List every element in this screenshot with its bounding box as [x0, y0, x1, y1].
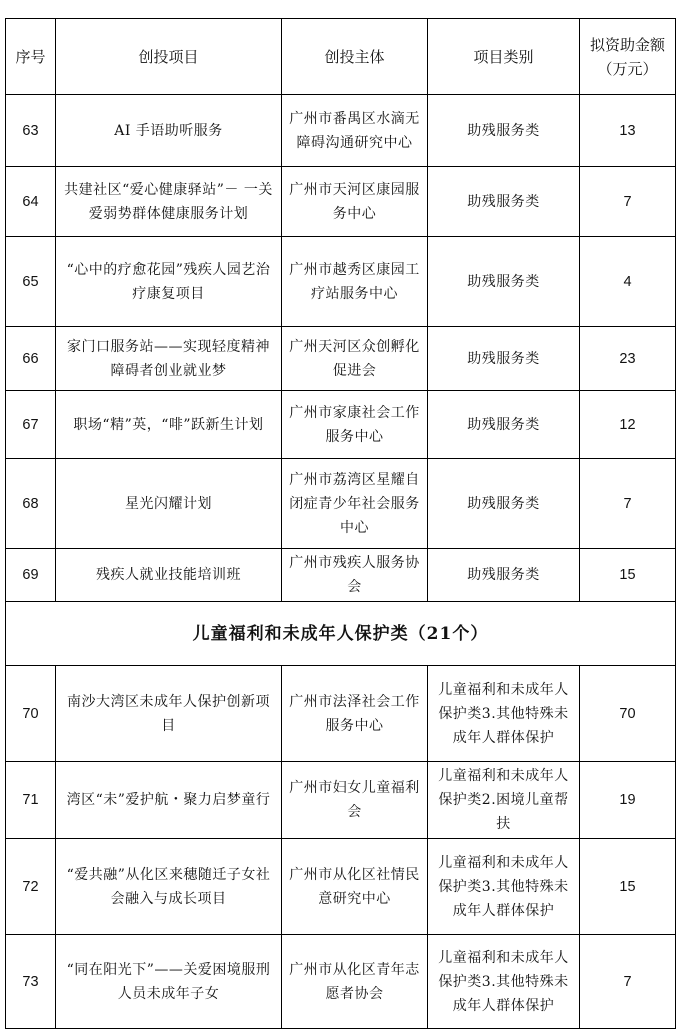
cell-entity: 广州市越秀区康园工疗站服务中心 — [282, 237, 428, 327]
cell-project: 星光闪耀计划 — [56, 459, 282, 549]
cell-project: 残疾人就业技能培训班 — [56, 549, 282, 602]
header-row — [6, 19, 676, 95]
cell-category: 助残服务类 — [428, 237, 580, 327]
cell-category: 儿童福利和未成年人保护类3.其他特殊未成年人群体保护 — [428, 839, 580, 935]
header-category: 项目类别 — [428, 19, 580, 95]
cell-amount: 7 — [580, 935, 676, 1029]
section-title: 儿童福利和未成年人保护类（21个） — [6, 602, 676, 666]
cell-seq: 70 — [6, 666, 56, 762]
cell-entity: 广州市残疾人服务协会 — [282, 549, 428, 602]
cell-seq: 64 — [6, 167, 56, 237]
cell-project: AI 手语助听服务 — [56, 95, 282, 167]
cell-amount: 70 — [580, 666, 676, 762]
funding-table — [5, 18, 676, 1029]
cell-entity: 广州市妇女儿童福利会 — [282, 762, 428, 839]
cell-amount: 13 — [580, 95, 676, 167]
cell-project: “爱共融”从化区来穗随迁子女社 会融入与成长项目 — [56, 839, 282, 935]
cell-seq: 71 — [6, 762, 56, 839]
cell-seq: 66 — [6, 327, 56, 391]
cell-category: 儿童福利和未成年人保护类3.其他特殊未成年人群体保护 — [428, 935, 580, 1029]
table-row — [6, 391, 676, 459]
header-entity: 创投主体 — [282, 19, 428, 95]
cell-project: 家门口服务站——实现轻度精神障碍者创业就业梦 — [56, 327, 282, 391]
cell-category: 助残服务类 — [428, 391, 580, 459]
table-row — [6, 762, 676, 839]
cell-amount: 12 — [580, 391, 676, 459]
cell-amount: 15 — [580, 549, 676, 602]
table-row — [6, 839, 676, 935]
cell-entity: 广州市番禺区水滴无障碍沟通研究中心 — [282, 95, 428, 167]
cell-amount: 7 — [580, 459, 676, 549]
cell-amount: 23 — [580, 327, 676, 391]
header-seq: 序号 — [6, 19, 56, 95]
header-project: 创投项目 — [56, 19, 282, 95]
cell-amount: 19 — [580, 762, 676, 839]
cell-entity: 广州市从化区青年志愿者协会 — [282, 935, 428, 1029]
table-row — [6, 327, 676, 391]
cell-entity: 广州市法泽社会工作服务中心 — [282, 666, 428, 762]
cell-project: “同在阳光下”——关爱困境服刑人员未成年子女 — [56, 935, 282, 1029]
cell-entity: 广州市从化区社情民意研究中心 — [282, 839, 428, 935]
cell-project: 职场“精”英，“啡”跃新生计划 — [56, 391, 282, 459]
table-row — [6, 237, 676, 327]
table-row — [6, 167, 676, 237]
table-row — [6, 459, 676, 549]
cell-project: 共建社区“爱心健康驿站”－ 一关爱弱势群体健康服务计划 — [56, 167, 282, 237]
section-row — [6, 602, 676, 666]
table-row — [6, 935, 676, 1029]
cell-seq: 72 — [6, 839, 56, 935]
cell-seq: 73 — [6, 935, 56, 1029]
cell-project: 南沙大湾区未成年人保护创新项目 — [56, 666, 282, 762]
table-row — [6, 666, 676, 762]
header-amount: 拟资助金额（万元） — [580, 19, 676, 95]
cell-project: “心中的疗愈花园”残疾人园艺治疗康复项目 — [56, 237, 282, 327]
cell-seq: 68 — [6, 459, 56, 549]
cell-seq: 69 — [6, 549, 56, 602]
cell-category: 助残服务类 — [428, 459, 580, 549]
table-row — [6, 549, 676, 602]
cell-entity: 广州天河区众创孵化促进会 — [282, 327, 428, 391]
cell-entity: 广州市天河区康园服务中心 — [282, 167, 428, 237]
cell-entity: 广州市家康社会工作服务中心 — [282, 391, 428, 459]
cell-category: 助残服务类 — [428, 95, 580, 167]
cell-seq: 63 — [6, 95, 56, 167]
cell-category: 儿童福利和未成年人保护类2.困境儿童帮扶 — [428, 762, 580, 839]
cell-seq: 65 — [6, 237, 56, 327]
cell-category: 助残服务类 — [428, 327, 580, 391]
cell-project: 湾区“未”爱护航・聚力启梦童行 — [56, 762, 282, 839]
cell-amount: 7 — [580, 167, 676, 237]
cell-seq: 67 — [6, 391, 56, 459]
cell-category: 儿童福利和未成年人保护类3.其他特殊未成年人群体保护 — [428, 666, 580, 762]
cell-amount: 4 — [580, 237, 676, 327]
table-row — [6, 95, 676, 167]
cell-amount: 15 — [580, 839, 676, 935]
cell-category: 助残服务类 — [428, 549, 580, 602]
cell-category: 助残服务类 — [428, 167, 580, 237]
cell-entity: 广州市荔湾区星耀自闭症青少年社会服务中心 — [282, 459, 428, 549]
